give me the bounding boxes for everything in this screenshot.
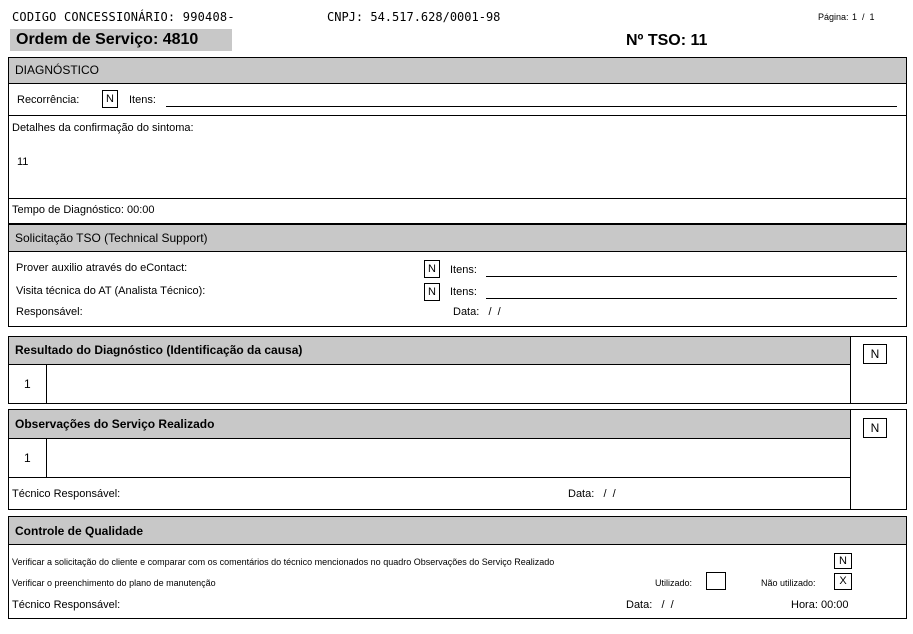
- prover-auxilio-itens-field[interactable]: [486, 276, 897, 277]
- diagnostico-header: [9, 58, 906, 84]
- verificar-plano-label: Verificar o preenchimento do plano de manutenção: [12, 578, 216, 588]
- resultado-row-number: 1: [24, 377, 31, 391]
- codigo-concessionario: CODIGO CONCESSIONÁRIO: 990408-: [12, 10, 235, 24]
- divider: [46, 365, 47, 403]
- divider: [9, 477, 850, 478]
- detalhes-label: Detalhes da confirmação do sintoma:: [12, 122, 194, 134]
- pagina-label: Página:: [818, 12, 849, 22]
- verificar-solicitacao-checkbox[interactable]: N: [834, 553, 852, 569]
- observacoes-data: Data: / /: [568, 488, 616, 500]
- visita-tecnica-itens-label: Itens:: [450, 286, 477, 298]
- prover-auxilio-checkbox[interactable]: N: [424, 260, 440, 278]
- itens-field[interactable]: [166, 106, 897, 107]
- qualidade-hora: Hora: 00:00: [791, 599, 849, 611]
- qualidade-title: Controle de Qualidade: [15, 524, 144, 538]
- visita-tecnica-checkbox[interactable]: N: [424, 283, 440, 301]
- solicitacao-title: Solicitação TSO (Technical Support): [15, 231, 208, 245]
- visita-tecnica-itens-field[interactable]: [486, 298, 897, 299]
- cnpj: CNPJ: 54.517.628/0001-98: [327, 10, 501, 24]
- divider: [9, 115, 906, 116]
- observacoes-title: Observações do Serviço Realizado: [15, 417, 215, 431]
- utilizado-label: Utilizado:: [655, 578, 693, 588]
- prover-auxilio-label: Prover auxilio através do eContact:: [16, 262, 188, 274]
- responsavel-label: Responsável:: [16, 306, 83, 318]
- observacoes-checkbox[interactable]: N: [863, 418, 887, 438]
- divider: [850, 337, 851, 403]
- ordem-servico: Ordem de Serviço: 4810: [16, 31, 199, 48]
- tempo-diagnostico: Tempo de Diagnóstico: 00:00: [12, 204, 155, 216]
- itens-label: Itens:: [129, 94, 156, 106]
- pagina-value: 1 / 1: [852, 12, 875, 22]
- observacoes-row-number: 1: [24, 451, 31, 465]
- divider: [850, 410, 851, 509]
- visita-tecnica-label: Visita técnica do AT (Analista Técnico):: [16, 285, 206, 297]
- qualidade-header: [9, 517, 906, 545]
- verificar-solicitacao-label: Verificar a solicitação do cliente e comparar com os comentários do técnico mencionados no quadro Observações do Serviço Realizado: [12, 557, 555, 567]
- recorrencia-checkbox[interactable]: N: [102, 90, 118, 108]
- detalhes-value: 11: [17, 156, 29, 168]
- observacoes-tecnico-label: Técnico Responsável:: [12, 488, 121, 500]
- utilizado-checkbox[interactable]: [706, 572, 726, 590]
- solicitacao-data: Data: / /: [453, 306, 501, 318]
- divider: [9, 198, 906, 199]
- divider: [46, 439, 47, 477]
- nao-utilizado-label: Não utilizado:: [761, 578, 816, 588]
- qualidade-tecnico-label: Técnico Responsável:: [12, 599, 121, 611]
- recorrencia-label: Recorrência:: [17, 94, 80, 106]
- qualidade-data: Data: / /: [626, 599, 674, 611]
- tso-number: Nº TSO: 11: [626, 32, 708, 49]
- resultado-title: Resultado do Diagnóstico (Identificação da causa): [15, 343, 303, 357]
- nao-utilizado-checkbox[interactable]: X: [834, 573, 852, 590]
- prover-auxilio-itens-label: Itens:: [450, 264, 477, 276]
- resultado-checkbox[interactable]: N: [863, 344, 887, 364]
- diagnostico-title: DIAGNÓSTICO: [15, 63, 100, 77]
